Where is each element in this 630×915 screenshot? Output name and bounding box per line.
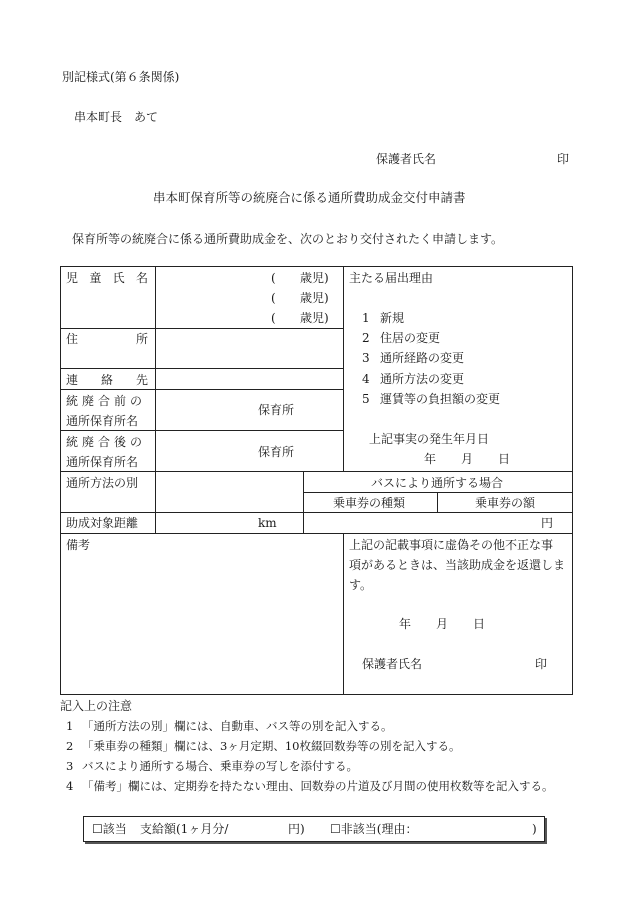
declaration-line-1: 上記の記載事項に虚偽その他不正な事 xyxy=(349,538,554,552)
reason-text-1: 新規 xyxy=(380,311,405,325)
bus-header: バスにより通所する場合 xyxy=(371,476,504,490)
declaration-line-3: す。 xyxy=(349,578,373,592)
decision-box xyxy=(83,816,545,842)
after-nursery-suffix: 保育所 xyxy=(258,445,295,459)
form-reference: 別記様式(第６条関係) xyxy=(62,70,180,84)
occurrence-year: 年 xyxy=(424,452,437,466)
age-open-1: ( xyxy=(271,271,276,285)
declaration-line-2: 項があるときは、当該助成金を返還しま xyxy=(349,558,566,572)
ticket-type-label: 乗車券の種類 xyxy=(333,496,406,510)
contact-label: 連 絡 先 xyxy=(66,373,148,387)
reason-text-4: 通所方法の変更 xyxy=(380,372,465,386)
intro-text: 保育所等の統廃合に係る通所費助成金を、次のとおり交付されたく申請します。 xyxy=(72,232,504,246)
note-num-1: 1 xyxy=(66,719,74,733)
commute-method-label: 通所方法の別 xyxy=(66,476,139,490)
age-unit-1: 歳児) xyxy=(300,271,329,285)
note-text-4: 「備考」欄には、定期券を持たない理由、回数券の片道及び月間の使用枚数等を記入する。 xyxy=(82,779,554,793)
age-unit-3: 歳児) xyxy=(300,311,329,325)
reason-num-4: 4 xyxy=(362,372,370,386)
occurrence-date-label: 上記事実の発生年月日 xyxy=(369,432,490,446)
applicable-checkbox[interactable]: ☐該当 xyxy=(92,822,127,836)
declaration-guardian-label: 保護者氏名 xyxy=(362,657,423,671)
note-num-4: 4 xyxy=(66,779,74,793)
remarks-label: 備考 xyxy=(66,538,91,552)
declaration-year: 年 xyxy=(399,617,412,631)
note-text-2: 「乗車券の種類」欄には、3ヶ月定期、10枚綴回数券等の別を記入する。 xyxy=(82,739,461,753)
reason-num-2: 2 xyxy=(362,331,370,345)
notes-title: 記入上の注意 xyxy=(60,699,133,713)
before-nursery-label-1: 統廃合前の xyxy=(66,394,147,408)
note-text-1: 「通所方法の別」欄には、自動車、バス等の別を記入する。 xyxy=(82,719,393,733)
guardian-name-label: 保護者氏名 xyxy=(376,152,437,166)
reason-num-1: 1 xyxy=(362,311,370,325)
note-num-2: 2 xyxy=(66,739,74,753)
note-num-3: 3 xyxy=(66,759,74,773)
reason-num-3: 3 xyxy=(362,351,370,365)
after-nursery-label-1: 統廃合後の xyxy=(66,435,147,449)
amount-yen-close: 円) xyxy=(288,822,305,836)
address-label: 住 所 xyxy=(66,332,148,346)
reason-text-2: 住居の変更 xyxy=(380,331,441,345)
reason-text-3: 通所経路の変更 xyxy=(380,351,465,365)
before-nursery-suffix: 保育所 xyxy=(258,403,295,417)
addressee: 串本町長 あて xyxy=(74,110,159,124)
reason-text-5: 運賃等の負担額の変更 xyxy=(380,392,501,406)
age-open-2: ( xyxy=(271,291,276,305)
declaration-day: 日 xyxy=(473,617,486,631)
ticket-amount-label: 乗車券の額 xyxy=(475,496,536,510)
declaration-seal: 印 xyxy=(535,657,548,671)
monthly-amount-label: 支給額(1ヶ月分/ xyxy=(140,822,229,836)
not-applicable-checkbox[interactable]: ☐非該当(理由： xyxy=(330,822,418,836)
reason-header: 主たる届出理由 xyxy=(349,271,434,285)
note-text-3: バスにより通所する場合、乗車券の写しを添付する。 xyxy=(82,759,358,773)
occurrence-month: 月 xyxy=(461,452,474,466)
occurrence-day: 日 xyxy=(498,452,511,466)
km-unit: km xyxy=(258,516,277,530)
before-nursery-label-2: 通所保育所名 xyxy=(66,414,139,428)
declaration-month: 月 xyxy=(436,617,449,631)
seal-mark: 印 xyxy=(557,152,570,166)
child-name-label: 児 童 氏 名 xyxy=(66,271,148,285)
age-unit-2: 歳児) xyxy=(300,291,329,305)
age-open-3: ( xyxy=(271,311,276,325)
form-title: 串本町保育所等の統廃合に係る通所費助成金交付申請書 xyxy=(153,190,466,205)
after-nursery-label-2: 通所保育所名 xyxy=(66,455,139,469)
reason-close-paren: ) xyxy=(532,822,537,836)
yen-unit: 円 xyxy=(541,516,554,530)
reason-num-5: 5 xyxy=(362,392,370,406)
distance-label: 助成対象距離 xyxy=(66,516,139,530)
